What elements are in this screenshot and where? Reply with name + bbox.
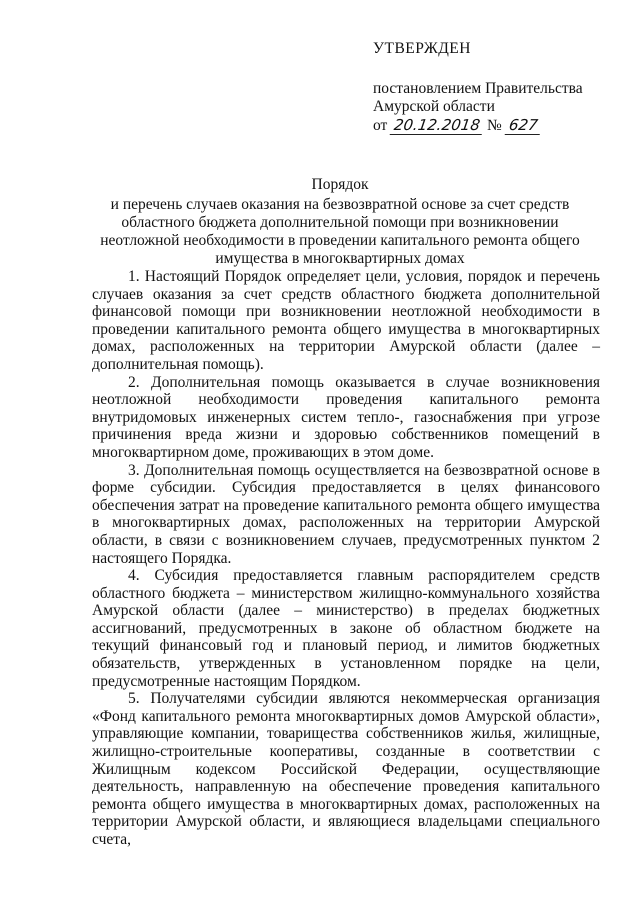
approval-block	[373, 40, 613, 135]
paragraph-3: 3. Дополнительная помощь осуществляется на безвозвратной основе в форме субсидии. Субсидия предоставляется в целях финансового обеспечения затрат на проведение капитального ремонта общего имущества в многоквартирных домах, расположенных на территории Амурской области, в связи с возникновением случаев, предусмотренных пунктом 2 настоящего Порядка.	[92, 461, 600, 567]
approval-title: УТВЕРЖДЕН	[373, 40, 471, 57]
document-heading	[80, 176, 600, 268]
document-body	[92, 268, 600, 849]
handwritten-date: 20.12.2018	[390, 116, 485, 135]
approval-region-line: Амурской области	[373, 98, 495, 115]
heading-title: Порядок	[311, 176, 369, 193]
approval-date-line	[373, 116, 613, 135]
date-prefix: от	[373, 117, 388, 134]
paragraph-5: 5. Получателями субсидии являются некоммерческая организация «Фонд капитального ремонта многоквартирных домов Амурской области», управляющие компании, товарищества собственников жилья, жилищные, жилищно-строительные кооперативы, созданные в соответствии с Жилищным кодексом Российской Федерации, осуществляющие деятельность, направленную на обеспечение проведения капитального ремонта общего имущества в многоквартирных домах, расположенных на территории Амурской области, и являющиеся владельцами специального счета,	[92, 690, 600, 848]
approval-issuer-line: постановлением Правительства	[373, 80, 583, 97]
paragraph-4: 4. Субсидия предоставляется главным распорядителем средств областного бюджета – министерством жилищно-коммунального хозяйства Амурской области (далее – министерство) в пределах бюджетных ассигнований, предусмотренных в законе об областном бюджете на текущий финансовый год и плановый период, и лимитов бюджетных обязательств, утвержденных в установленном порядке на цели, предусмотренные настоящим Порядком.	[92, 567, 600, 690]
number-prefix: №	[486, 117, 502, 134]
paragraph-2: 2. Дополнительная помощь оказывается в случае возникновения неотложной необходимости проведения капитального ремонта внутридомовых инженерных систем тепло-, газоснабжения при угрозе причинения вреда жизни и здоровью собственников помещений в многоквартирном доме, проживающих в этом доме.	[92, 373, 600, 461]
handwritten-number: 627	[504, 116, 541, 135]
paragraph-1: 1. Настоящий Порядок определяет цели, условия, порядок и перечень случаев оказания за счет средств областного бюджета дополнительной финансовой помощи при возникновении неотложной необходимости в проведении капитального ремонта общего имущества в многоквартирных домах, расположенных на территории Амурской области (далее – дополнительная помощь).	[92, 268, 600, 373]
heading-subtitle: и перечень случаев оказания на безвозвратной основе за счет средств областного бюджета дополнительной помощи при возникновении неотложной необходимости в проведении капитального ремонта общего имущества в многоквартирных домах	[100, 196, 580, 267]
